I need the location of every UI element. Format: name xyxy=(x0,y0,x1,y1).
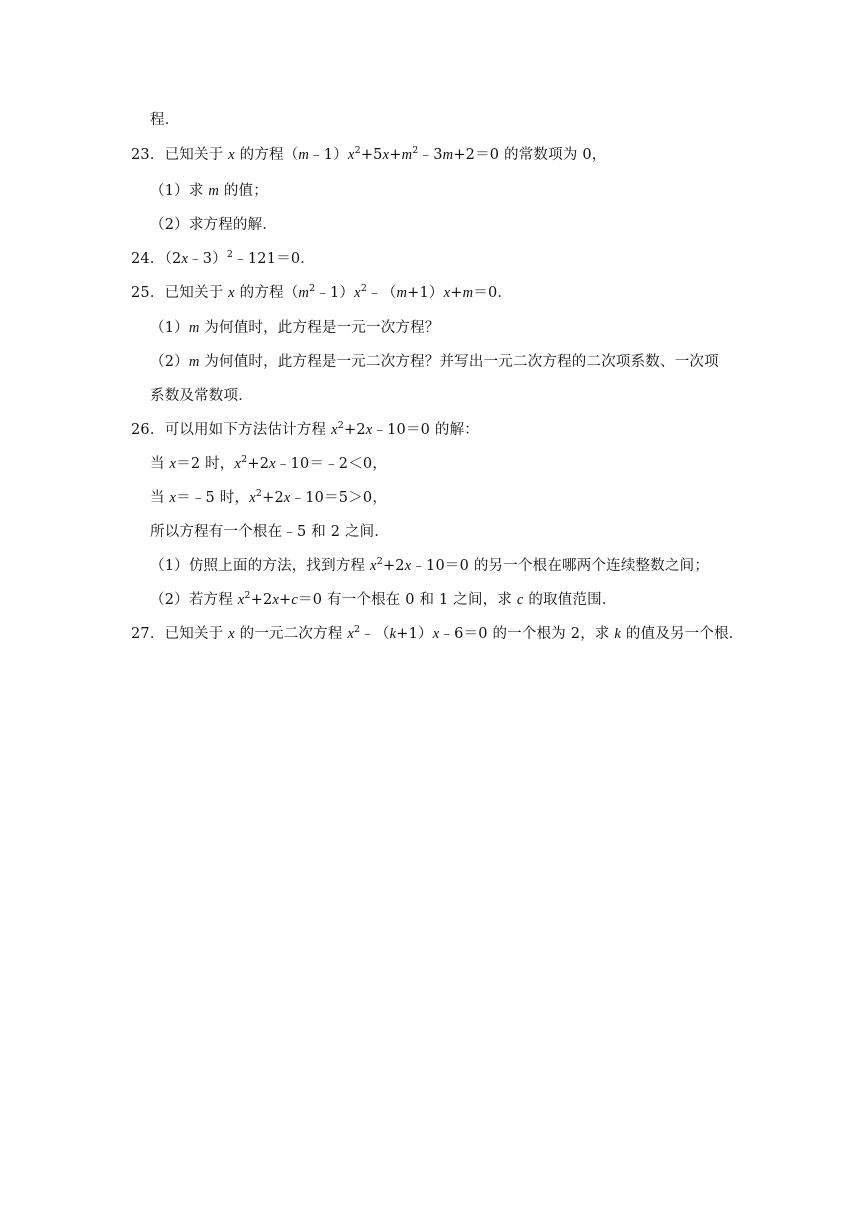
question-25-part-1: （1）m 为何值时，此方程是一元一次方程？ xyxy=(150,320,440,336)
question-23: 23．已知关于 x 的方程$(m﹣1)x^2+5x+m^2﹣3m+2=0$ 的常数项为 0， xyxy=(131,145,607,163)
question-26-part-1: （1）仿照上面的方法，找到方程 $x^2+2x﹣10=0$ 的另一个根在哪两个连续整数之间； xyxy=(150,556,710,574)
question-26-example-line-3: 所以方程有一个根在﹣5 和 2 之间． xyxy=(150,524,390,540)
question-26-example-line-1: 当 x＝2 时，$x^2+2x﹣10=﹣2<0$， xyxy=(150,454,388,472)
question-26-example-line-2: 当 x＝﹣5 时，$x^2+2x﹣10=5>0$， xyxy=(150,488,388,506)
question-23-part-1: （1）求 m 的值； xyxy=(150,183,268,199)
question-number: 23． xyxy=(131,147,165,163)
question-27: 27．已知关于 x 的一元二次方程 $x^2﹣(k+1)x﹣6=0$ 的一个根为 2，求 k 的值及另一个根． xyxy=(131,624,744,642)
q22-continuation: 程． xyxy=(150,112,180,128)
question-number: 25． xyxy=(131,285,165,301)
question-23-part-2: （2）求方程的解． xyxy=(150,217,278,233)
question-25-part-2: （2）m 为何值时，此方程是一元二次方程？并写出一元二次方程的二次项系数、一次项 xyxy=(150,354,719,370)
question-25: 25．已知关于 x 的方程$(m^2﹣1)x^2﹣(m+1)x+m=0$． xyxy=(131,283,513,301)
question-number: 27． xyxy=(131,626,165,642)
question-25-part-2-continuation: 系数及常数项． xyxy=(150,388,253,404)
question-26-part-2: （2）若方程 $x^2+2x+c=0$ 有一个根在 0 和 1 之间，求 c 的取值范围． xyxy=(150,590,617,608)
question-number: 24． xyxy=(131,251,165,267)
question-26: 26．可以用如下方法估计方程 $x^2+2x﹣10=0$ 的解： xyxy=(131,420,479,438)
question-number: 26． xyxy=(131,422,165,438)
question-24: 24．（2x﹣3）$^2$﹣121＝0． xyxy=(131,249,315,267)
